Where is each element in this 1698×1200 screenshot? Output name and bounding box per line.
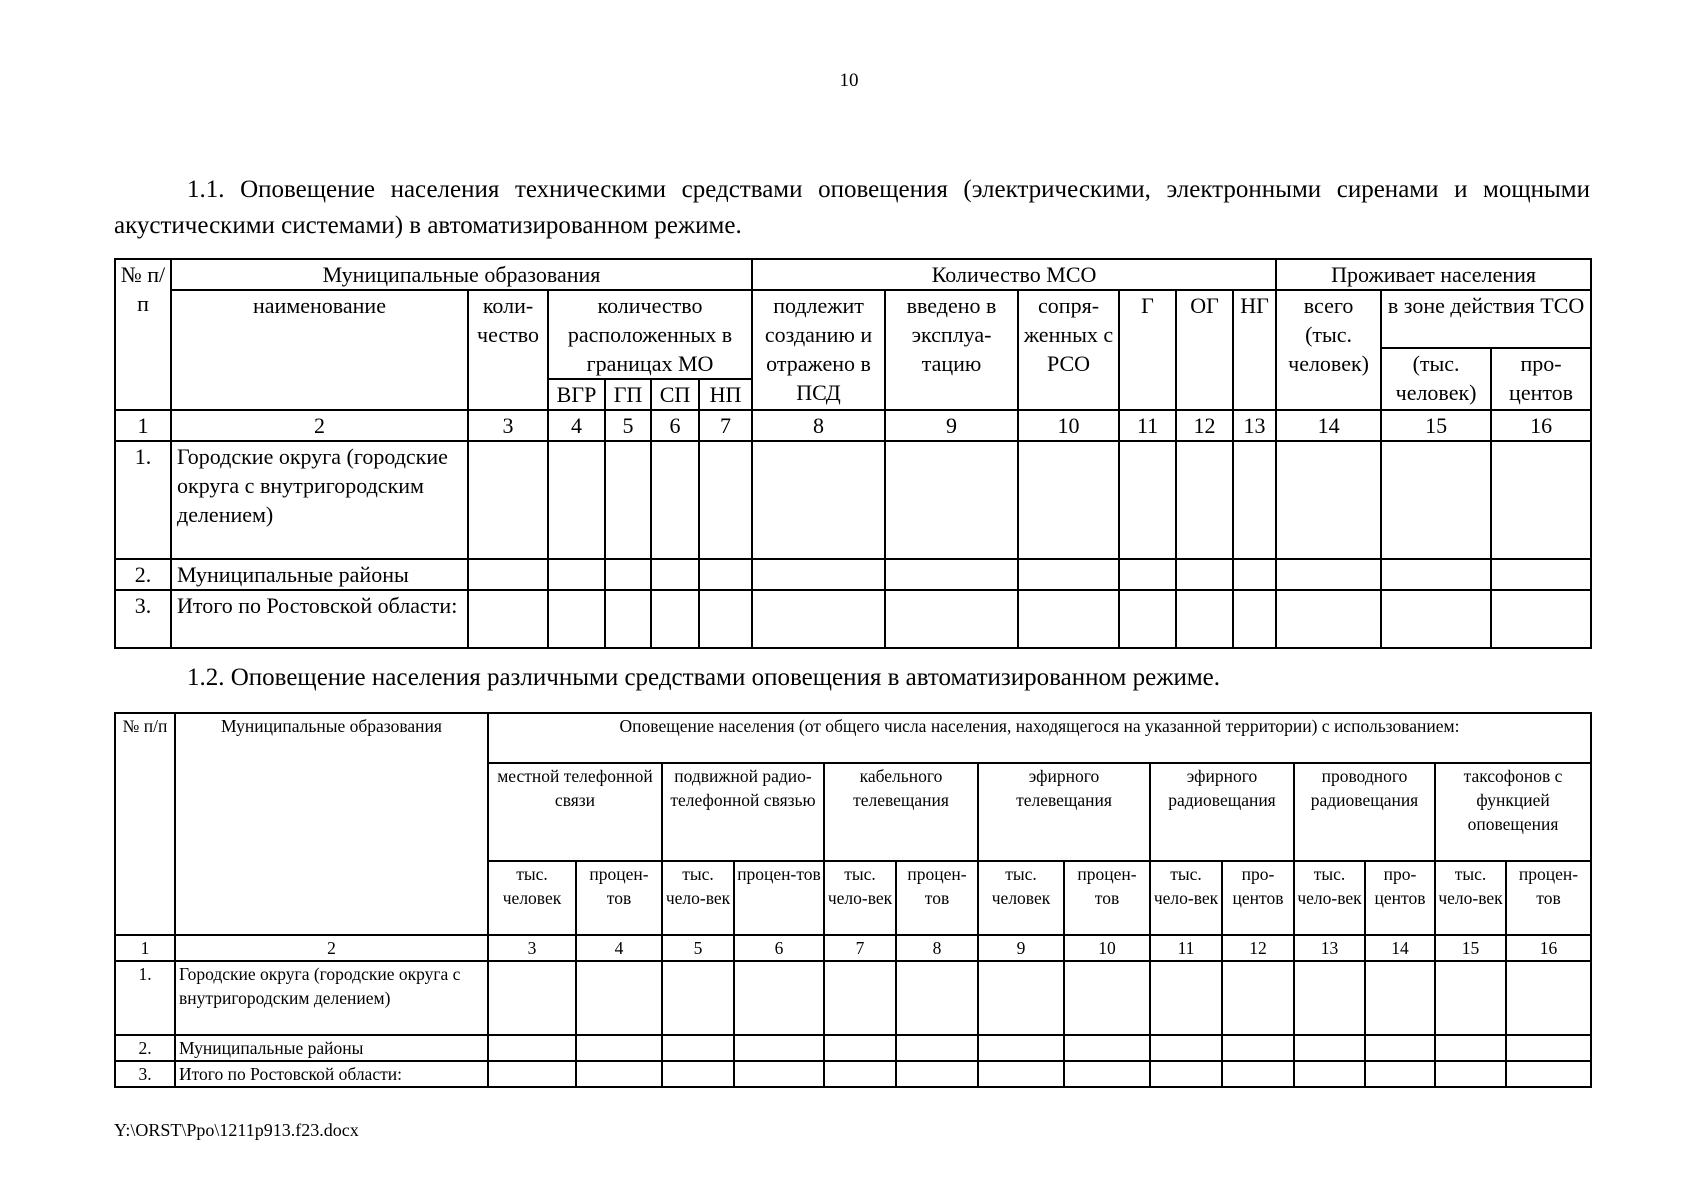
row-name: Итого по Ростовской области: bbox=[171, 590, 468, 648]
row-number: 3. bbox=[115, 590, 171, 648]
sub-header: процен-тов bbox=[1064, 861, 1150, 935]
sub-header: тыс. чело-век bbox=[824, 861, 896, 935]
col-number: 13 bbox=[1294, 935, 1365, 961]
sub-header: тыс. чело-век bbox=[1150, 861, 1222, 935]
header-no: № п/п bbox=[115, 259, 171, 410]
header-vgr: ВГР bbox=[548, 379, 605, 410]
col-number: 8 bbox=[752, 410, 885, 441]
col-number: 9 bbox=[978, 935, 1064, 961]
table-row bbox=[115, 441, 1591, 559]
page-number: 10 bbox=[839, 70, 859, 91]
col-number: 14 bbox=[1365, 935, 1435, 961]
group-cable-tv: кабельного телевещания bbox=[824, 763, 978, 861]
group-broadcast-tv: эфирного телевещания bbox=[978, 763, 1150, 861]
col-number: 6 bbox=[734, 935, 824, 961]
col-number: 14 bbox=[1276, 410, 1381, 441]
sub-header: тыс. чело-век bbox=[662, 861, 734, 935]
col-number: 2 bbox=[175, 935, 488, 961]
row-name: Городские округа (городские округа с внутригородским делением) bbox=[171, 441, 468, 559]
col-number: 5 bbox=[662, 935, 734, 961]
sub-header: тыс. чело-век bbox=[1294, 861, 1365, 935]
header-population: Проживает населения bbox=[1276, 259, 1591, 290]
sub-header: про-центов bbox=[1222, 861, 1294, 935]
table-row bbox=[115, 590, 1591, 648]
group-payphones: таксофонов с функцией оповещения bbox=[1435, 763, 1591, 861]
group-mobile: подвижной радио-телефонной связью bbox=[662, 763, 824, 861]
row-number: 3. bbox=[115, 1061, 175, 1087]
header-percent: про-центов bbox=[1491, 348, 1591, 410]
header-located: количество расположенных в границах МО bbox=[548, 290, 752, 379]
col-number: 12 bbox=[1222, 935, 1294, 961]
row-name: Городские округа (городские округа с внутригородским делением) bbox=[175, 961, 488, 1035]
column-number-row bbox=[115, 410, 1591, 441]
sub-header: тыс. человек bbox=[978, 861, 1064, 935]
row-number: 1. bbox=[115, 961, 175, 1035]
col-number: 6 bbox=[651, 410, 699, 441]
header-rso: сопря-женных с РСО bbox=[1018, 290, 1119, 410]
col-number: 16 bbox=[1491, 410, 1591, 441]
table-1-1 bbox=[114, 258, 1592, 649]
col-number: 4 bbox=[576, 935, 662, 961]
sub-header: процен-тов bbox=[576, 861, 662, 935]
table-row bbox=[115, 1061, 1591, 1087]
sub-header: процен-тов bbox=[896, 861, 978, 935]
sub-header: процен-тов bbox=[734, 861, 824, 935]
header-total: всего (тыс. человек) bbox=[1276, 290, 1381, 410]
header-notification: Оповещение населения (от общего числа населения, находящегося на указанной территории) с использованием: bbox=[488, 713, 1591, 763]
col-number: 8 bbox=[896, 935, 978, 961]
col-number: 10 bbox=[1018, 410, 1119, 441]
col-number: 16 bbox=[1506, 935, 1591, 961]
col-number: 11 bbox=[1150, 935, 1222, 961]
col-number: 15 bbox=[1381, 410, 1491, 441]
col-number: 10 bbox=[1064, 935, 1150, 961]
header-count: коли-чество bbox=[468, 290, 548, 410]
col-number: 1 bbox=[115, 935, 175, 961]
header-mo: Муниципальные образования bbox=[175, 713, 488, 935]
sub-header: про-центов bbox=[1365, 861, 1435, 935]
row-number: 1. bbox=[115, 441, 171, 559]
column-number-row bbox=[115, 935, 1591, 961]
group-wired-radio: проводного радиовещания bbox=[1294, 763, 1435, 861]
header-thousand: (тыс. человек) bbox=[1381, 348, 1491, 410]
table-row bbox=[115, 961, 1591, 1035]
col-number: 1 bbox=[115, 410, 171, 441]
header-mso: Количество МСО bbox=[752, 259, 1276, 290]
header-psd: подлежит созданию и отражено в ПСД bbox=[752, 290, 885, 410]
section-heading-1-1: 1.1. Оповещение населения техническими средствами оповещения (электрическими, электронными сиренами и мощными акустическими системами) в автоматизированном режиме. bbox=[114, 176, 1590, 239]
header-np: НП bbox=[699, 379, 752, 410]
row-number: 2. bbox=[115, 559, 171, 590]
col-number: 11 bbox=[1119, 410, 1176, 441]
sub-header: тыс. человек bbox=[488, 861, 576, 935]
row-name: Муниципальные районы bbox=[171, 559, 468, 590]
col-number: 7 bbox=[699, 410, 752, 441]
col-number: 9 bbox=[885, 410, 1018, 441]
group-local-phone: местной телефонной связи bbox=[488, 763, 662, 861]
row-name: Итого по Ростовской области: bbox=[175, 1061, 488, 1087]
col-number: 5 bbox=[605, 410, 651, 441]
col-number: 7 bbox=[824, 935, 896, 961]
header-og: ОГ bbox=[1176, 290, 1233, 410]
sub-header: процен-тов bbox=[1506, 861, 1591, 935]
col-number: 13 bbox=[1233, 410, 1276, 441]
row-number: 2. bbox=[115, 1035, 175, 1061]
col-number: 4 bbox=[548, 410, 605, 441]
header-zone: в зоне действия ТСО bbox=[1381, 290, 1591, 348]
header-exploit: введено в эксплуа-тацию bbox=[885, 290, 1018, 410]
table-row bbox=[115, 1035, 1591, 1061]
table-row bbox=[115, 559, 1591, 590]
table-1-2 bbox=[114, 712, 1592, 1088]
col-number: 3 bbox=[488, 935, 576, 961]
header-no: № п/п bbox=[115, 713, 175, 935]
header-mo: Муниципальные образования bbox=[171, 259, 752, 290]
col-number: 12 bbox=[1176, 410, 1233, 441]
group-broadcast-radio: эфирного радиовещания bbox=[1150, 763, 1294, 861]
sub-header: тыс. чело-век bbox=[1435, 861, 1506, 935]
row-name: Муниципальные районы bbox=[175, 1035, 488, 1061]
header-g: Г bbox=[1119, 290, 1176, 410]
col-number: 3 bbox=[468, 410, 548, 441]
file-path-footer: Y:\ORST\Ppo\1211p913.f23.docx bbox=[114, 1120, 359, 1140]
section-heading-1-2: 1.2. Оповещение населения различными средствами оповещения в автоматизированном режиме. bbox=[187, 664, 1221, 691]
header-ng: НГ bbox=[1233, 290, 1276, 410]
header-name: наименование bbox=[171, 290, 468, 410]
col-number: 15 bbox=[1435, 935, 1506, 961]
col-number: 2 bbox=[171, 410, 468, 441]
header-sp: СП bbox=[651, 379, 699, 410]
header-gp: ГП bbox=[605, 379, 651, 410]
